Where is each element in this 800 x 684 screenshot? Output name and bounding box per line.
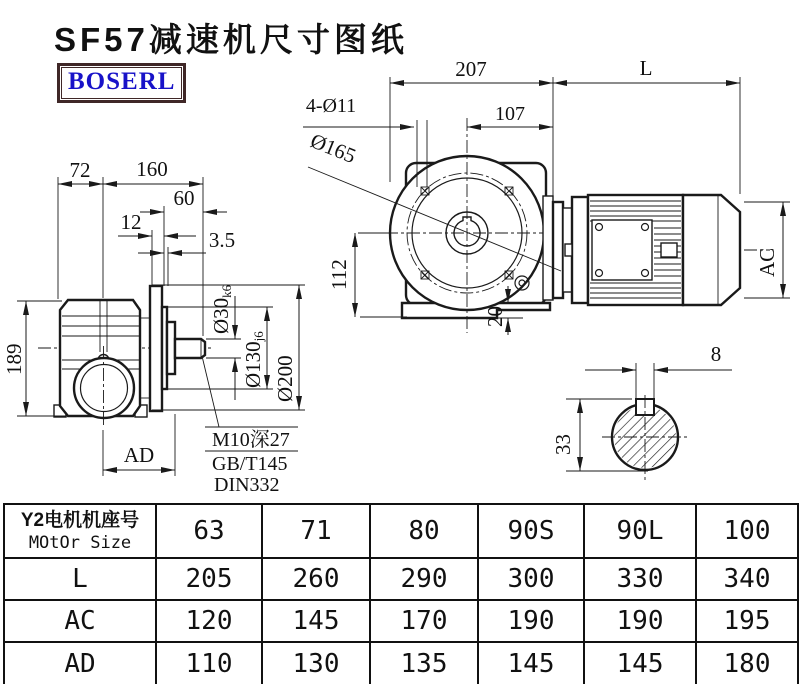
brand-logo-text: BOSERL <box>68 68 176 95</box>
motor-size-value: 90L <box>584 504 696 558</box>
table-cell: 120 <box>156 600 262 642</box>
dia-130-label: Ø130j6 <box>241 331 266 388</box>
table-cell: 145 <box>584 642 696 684</box>
dim-160-label: 160 <box>136 157 168 181</box>
dim-207-label: 207 <box>455 57 487 81</box>
table-cell: 190 <box>584 600 696 642</box>
dia-165-label: Ø165 <box>307 128 360 169</box>
motor-size-header-cell <box>4 504 156 558</box>
page-title: SF57减速机尺寸图纸 <box>54 21 408 58</box>
table-cell: 145 <box>262 600 370 642</box>
row-label: AD <box>4 642 156 684</box>
table-cell: 190 <box>478 600 584 642</box>
motor-size-header-en: MOtOr Size <box>28 533 132 553</box>
table-row-L <box>4 558 798 600</box>
table-cell: 170 <box>370 600 478 642</box>
dim-8-label: 8 <box>710 342 722 366</box>
table-cell: 195 <box>696 600 798 642</box>
table-cell: 180 <box>696 642 798 684</box>
dim-3-5-label: 3.5 <box>208 228 236 252</box>
table-cell: 330 <box>584 558 696 600</box>
table-cell: 340 <box>696 558 798 600</box>
table-cell: 110 <box>156 642 262 684</box>
dim-ad-label: AD <box>123 443 155 467</box>
front-view-drawing <box>303 56 790 335</box>
table-cell: 205 <box>156 558 262 600</box>
dim-189-label: 189 <box>2 343 26 375</box>
table-cell: 130 <box>262 642 370 684</box>
table-cell: 300 <box>478 558 584 600</box>
motor-size-value: 71 <box>262 504 370 558</box>
thread-note-label: M10深27 <box>212 429 290 451</box>
dia-30-label: Ø30k6 <box>209 284 234 334</box>
motor-size-value: 63 <box>156 504 262 558</box>
motor-size-value: 90S <box>478 504 584 558</box>
row-label: L <box>4 558 156 600</box>
table-cell: 260 <box>262 558 370 600</box>
dim-107-label: 107 <box>495 103 525 125</box>
dim-112-label: 112 <box>327 259 351 290</box>
dim-72-label: 72 <box>69 158 91 182</box>
motor-size-value: 80 <box>370 504 478 558</box>
motor-size-value: 100 <box>696 504 798 558</box>
table-row-AC <box>4 600 798 642</box>
standard-note-1-label: GB/T145 <box>212 453 288 475</box>
dim-AC-label: AC <box>755 247 779 277</box>
shaft-section-drawing <box>551 342 732 480</box>
table-cell: 145 <box>478 642 584 684</box>
standard-note-2-label: DIN332 <box>214 474 280 496</box>
table-cell: 135 <box>370 642 478 684</box>
dim-12-label: 12 <box>120 210 142 234</box>
row-label: AC <box>4 600 156 642</box>
dim-60-label: 60 <box>173 186 195 210</box>
table-row-AD <box>4 642 798 684</box>
dimension-table <box>3 503 799 684</box>
dim-20-label: 20 <box>483 306 507 327</box>
motor-size-header-cn: Y2电机机座号 <box>20 510 140 531</box>
dim-33-label: 33 <box>551 434 575 455</box>
side-view-drawing <box>2 157 305 496</box>
table-cell: 290 <box>370 558 478 600</box>
bolt-holes-label: 4-Ø11 <box>305 95 357 117</box>
dia-200-label: Ø200 <box>273 355 297 402</box>
dim-L-label: L <box>639 56 653 80</box>
table-header-row <box>4 504 798 558</box>
